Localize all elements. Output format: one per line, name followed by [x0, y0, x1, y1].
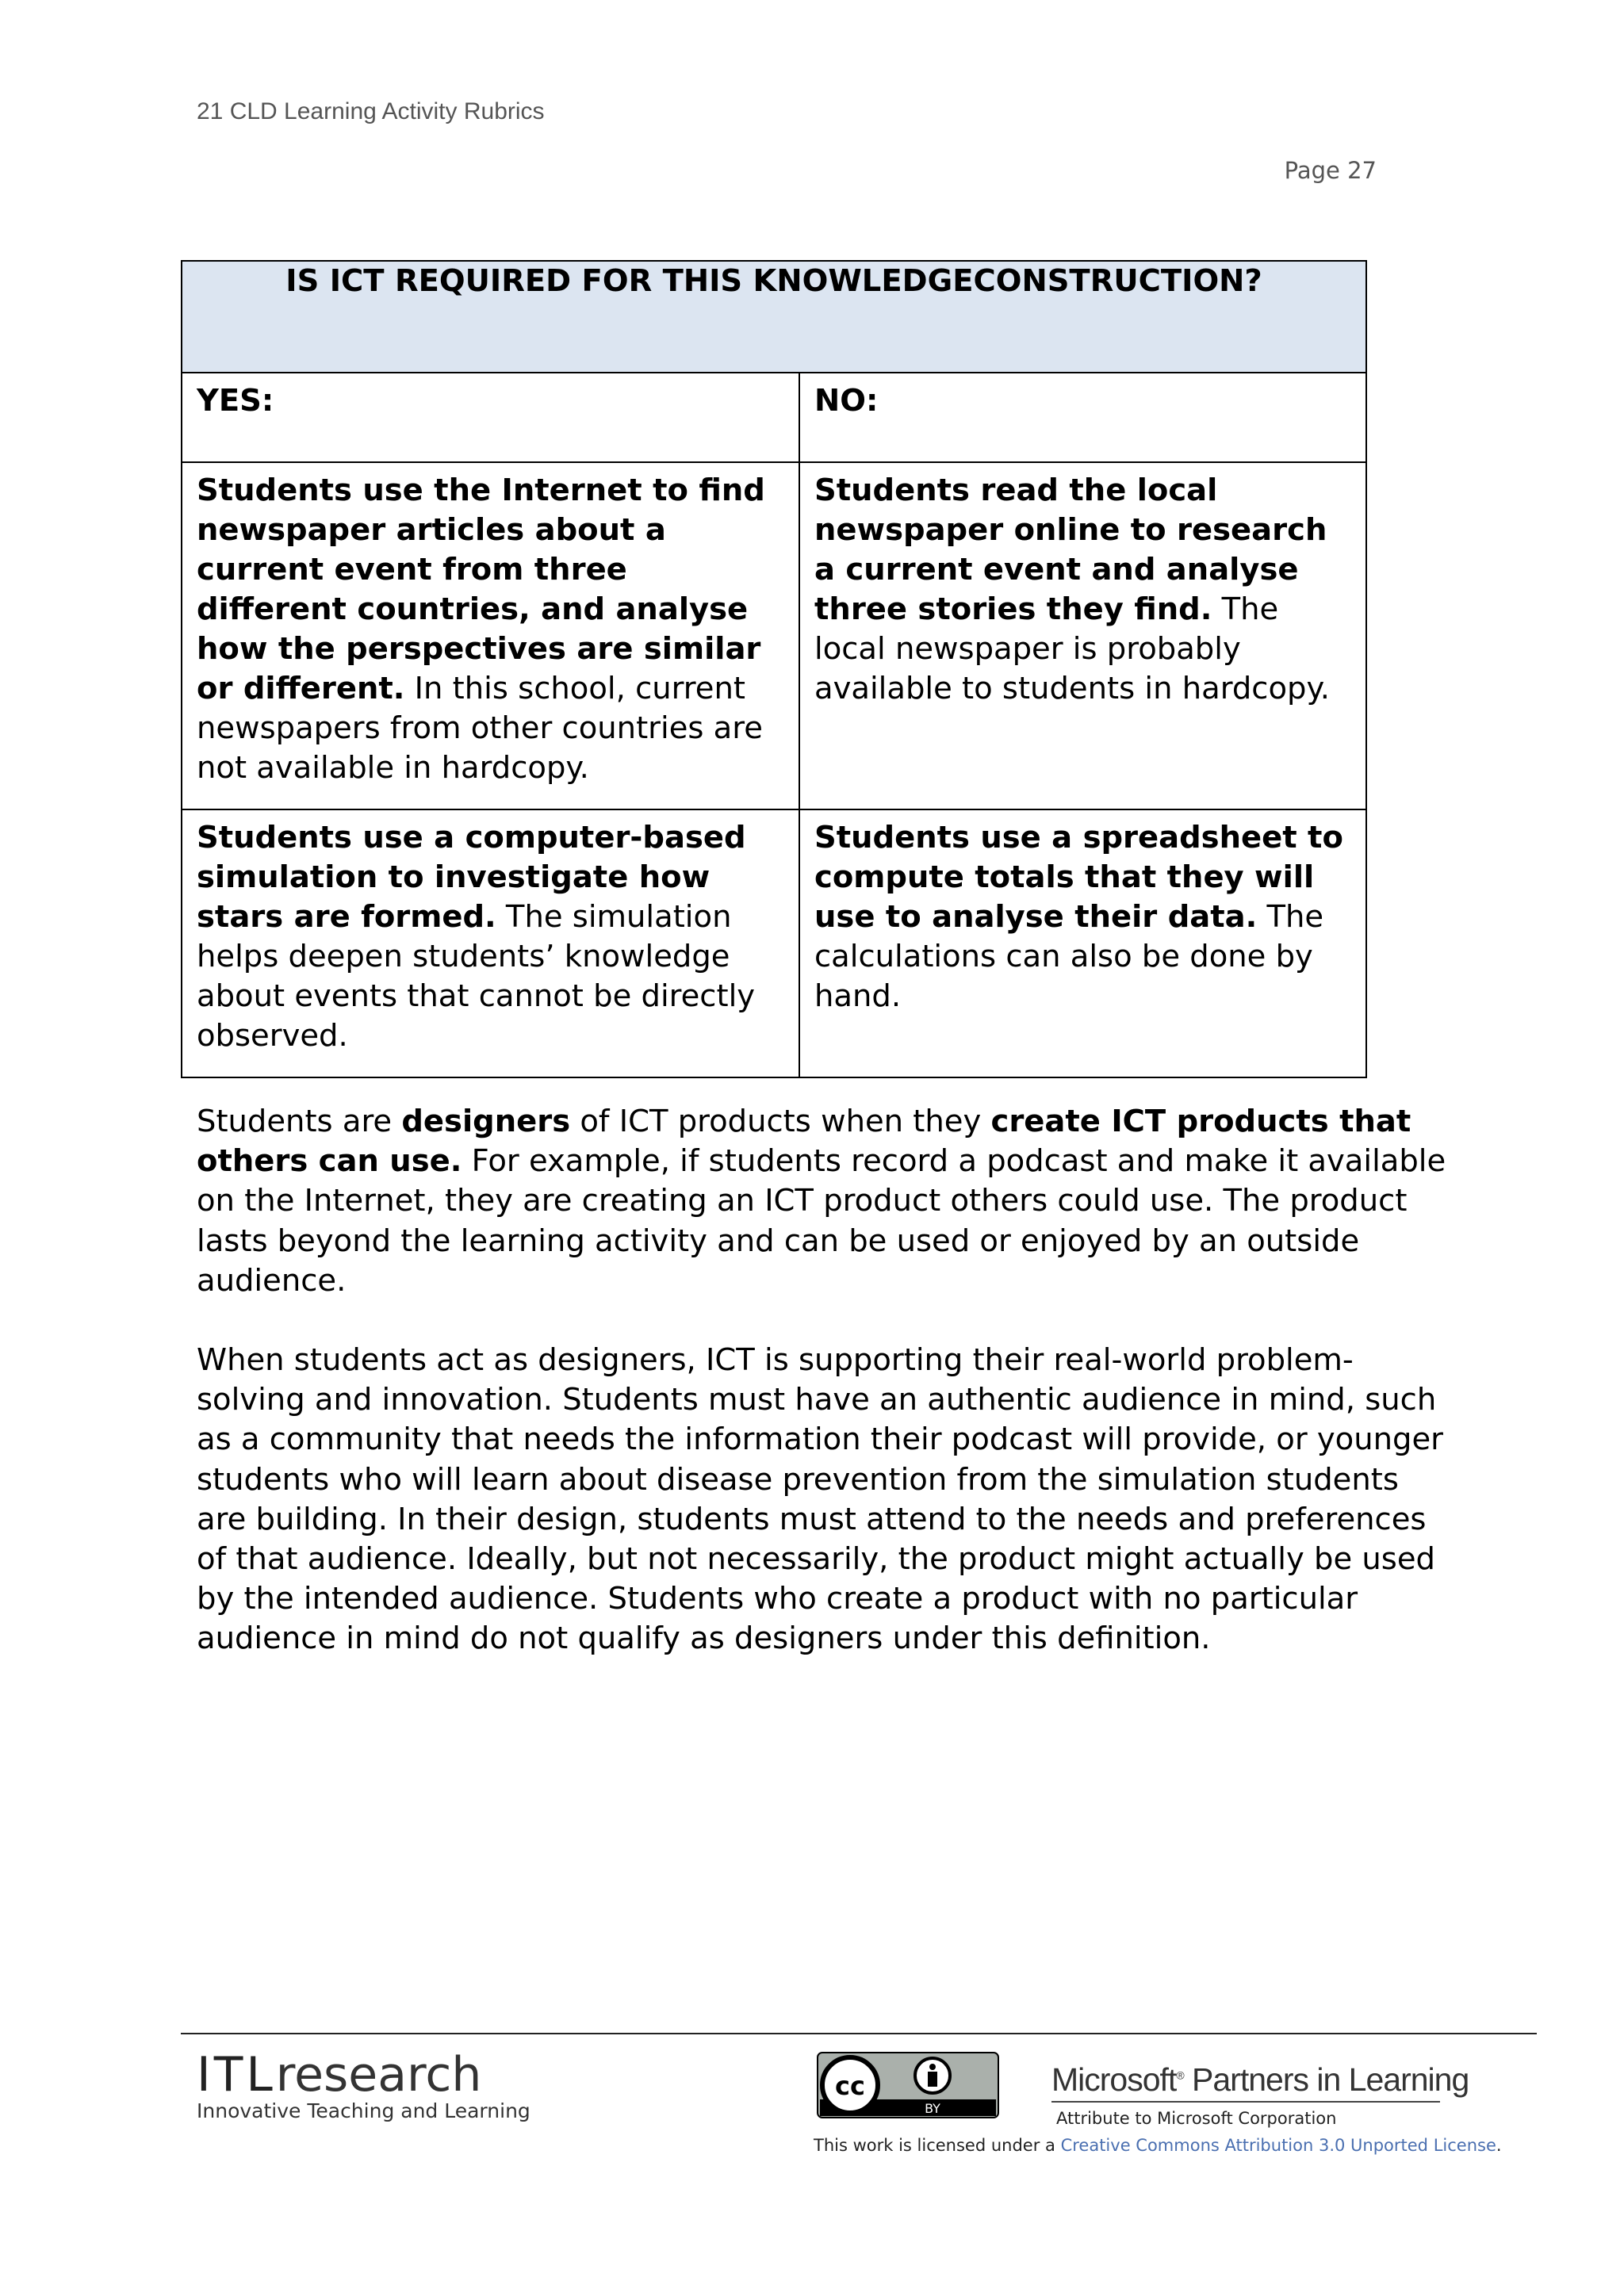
no-example-1: [799, 462, 1366, 809]
itl-logo-itl: ITL: [197, 2047, 276, 2103]
microsoft-partners-logo: [1051, 2061, 1469, 2099]
ms-logo-reg: ®: [1176, 2068, 1184, 2082]
paragraph-designers: [197, 1102, 1450, 1301]
license-link[interactable]: Creative Commons Attribution 3.0 Unported License: [1060, 2136, 1496, 2155]
svg-text:cc: cc: [835, 2071, 865, 2101]
no-example-2-bold: Students use a spreadsheet to compute totals that they will use to analyse their data.: [814, 820, 1343, 935]
license-prefix: This work is licensed under a: [814, 2136, 1061, 2155]
ict-required-table: [181, 260, 1367, 1078]
no-example-2: [799, 809, 1366, 1077]
footer-divider: [181, 2033, 1537, 2034]
no-label: NO:: [799, 373, 1366, 462]
itl-logo-research: research: [275, 2047, 482, 2103]
page-number: Page 27: [1284, 157, 1377, 184]
yes-example-1-bold: Students use the Internet to find newspaper articles about a current event from three different countries, and analyse how the perspectives are similar or different.: [197, 473, 765, 706]
itl-research-logo: [197, 2049, 530, 2122]
p1-text-a: Students are: [197, 1104, 402, 1139]
no-example-2-text: The calculations can also be done by hand.: [814, 899, 1324, 1014]
p1-bold-create: create ICT products that others can use.: [197, 1104, 1411, 1180]
yes-example-2-text: The simulation helps deepen students’ knowledge about events that cannot be directly observed.: [197, 899, 756, 1054]
itl-tagline: Innovative Teaching and Learning: [197, 2099, 530, 2122]
ms-logo-partners: Partners in Learning: [1183, 2061, 1469, 2098]
paragraph-audience: When students act as designers, ICT is supporting their real-world problem-solving and innovation. Students must have an authentic audience in mind, such as a community that needs the information their podcast will provide, or younger students who will learn about disease prevention from the simulation students are building. In their design, students must attend to the needs and preferences of that audience. Ideally, but not necessarily, the product might actually be used by the intended audience. Students who create a product with no particular audience in mind do not qualify as designers under this definition.: [197, 1342, 1443, 1657]
license-line: [814, 2136, 1502, 2155]
attribution-text: Attribute to Microsoft Corporation: [1056, 2109, 1337, 2128]
running-title: 21 CLD Learning Activity Rubrics: [197, 98, 545, 124]
license-suffix: .: [1496, 2136, 1502, 2155]
yes-example-2: [182, 809, 799, 1077]
yes-example-1-text: In this school, current newspapers from other countries are not available in hardcopy.: [197, 671, 763, 786]
cc-badge-by-text: BY: [925, 2101, 940, 2116]
p1-text-c: of ICT products when they: [570, 1104, 991, 1139]
p1-text-e: For example, if students record a podcast and make it available on the Internet, they are creating an ICT product others could use. The product lasts beyond the learning activity and can be used or enjoyed by an outside audience.: [197, 1143, 1446, 1299]
no-example-1-bold: Students read the local newspaper online to research a current event and analyse three stories they find.: [814, 473, 1327, 627]
body-text: [197, 1102, 1450, 1699]
ms-logo-underline: [1051, 2101, 1440, 2103]
cc-by-icon: [817, 2052, 999, 2118]
ms-logo-word: Microsoft: [1051, 2061, 1177, 2098]
yes-example-2-bold: Students use a computer-based simulation to investigate how stars are formed.: [197, 820, 746, 935]
p1-bold-designers: designers: [401, 1104, 571, 1139]
table-title: IS ICT REQUIRED FOR THIS KNOWLEDGECONSTRUCTION?: [182, 261, 1366, 373]
yes-example-1: [182, 462, 799, 809]
yes-label: YES:: [182, 373, 799, 462]
cc-by-badge: [817, 2052, 999, 2122]
no-example-1-text: The local newspaper is probably available to students in hardcopy.: [814, 591, 1330, 706]
